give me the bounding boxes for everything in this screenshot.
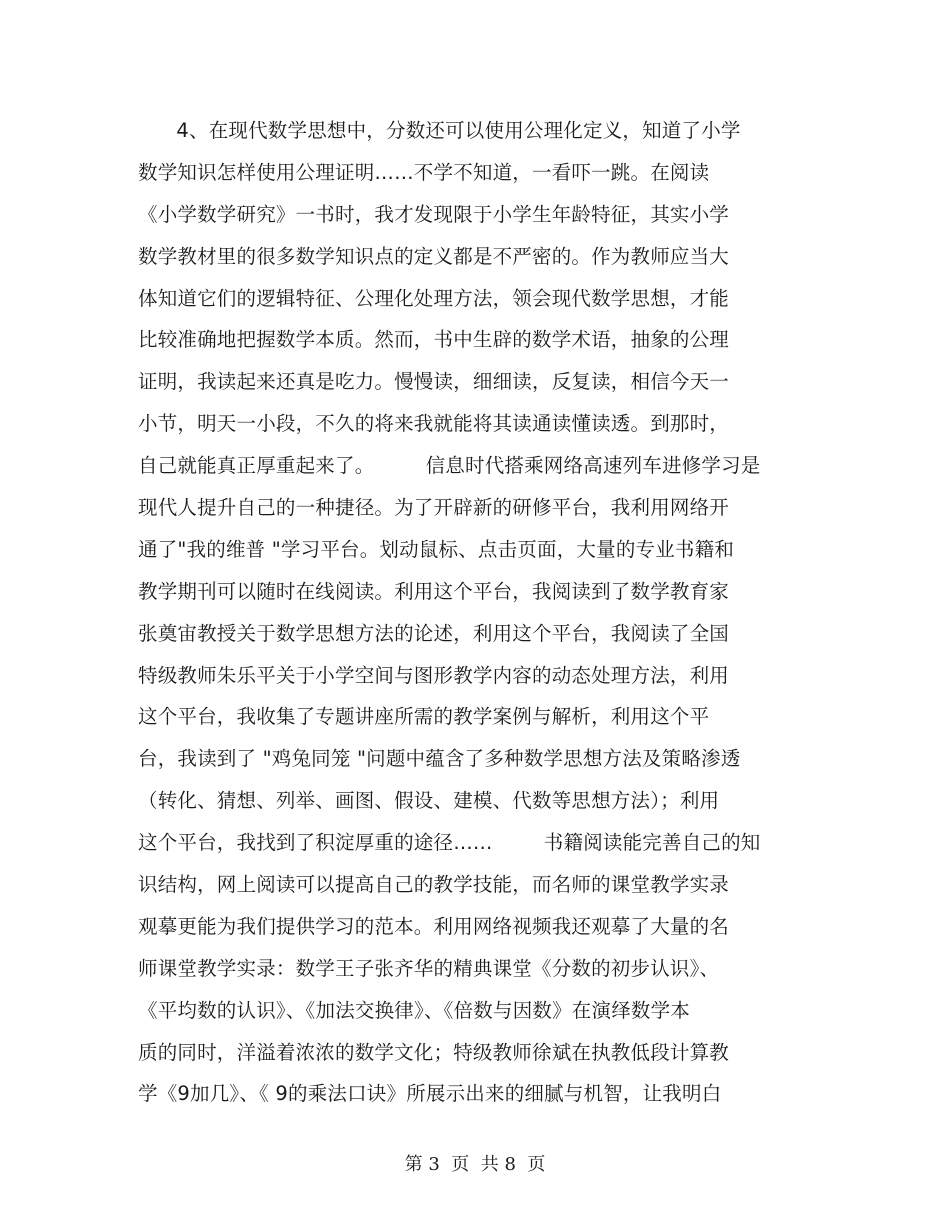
text-line: 教学期刊可以随时在线阅读。利用这个平台，我阅读到了数学教育家 <box>138 579 730 603</box>
text-line: 张奠宙教授关于数学思想方法的论述，利用这个平台，我阅读了全国 <box>138 621 730 645</box>
text-line: 台，我读到了 "鸡兔同笼 "问题中蕴含了多种数学思想方法及策略渗透 <box>138 747 741 771</box>
text-line: 数学知识怎样使用公理证明……不学不知道，一看吓一跳。在阅读 <box>138 160 710 184</box>
text-line: 这个平台，我找到了积淀厚重的途径…… 书籍阅读能完善自己的知 <box>138 831 761 855</box>
text-line: 现代人提升自己的一种捷径。为了开辟新的研修平台，我利用网络开 <box>138 496 730 520</box>
text-line: 《小学数学研究》一书时，我才发现限于小学生年龄特征，其实小学 <box>138 202 730 226</box>
text-line: 师课堂教学实录：数学王子张齐华的精典课堂《分数的初步认识》、 <box>138 956 720 980</box>
text-line: 体知道它们的逻辑特征、公理化处理方法，领会现代数学思想，才能 <box>138 286 730 310</box>
text-line: 数学教材里的很多数学知识点的定义都是不严密的。作为教师应当大 <box>138 244 730 268</box>
text-line: 特级教师朱乐平关于小学空间与图形教学内容的动态处理方法，利用 <box>138 663 730 687</box>
text-line: 自己就能真正厚重起来了。 信息时代搭乘网络高速列车进修学习是 <box>138 454 761 478</box>
text-line: 学《9加几》、《 9的乘法口诀》所展示出来的细腻与机智，让我明白 <box>138 1082 722 1106</box>
text-line: 小节，明天一小段，不久的将来我就能将其读通读懂读透。到那时， <box>138 412 730 436</box>
text-line: （转化、猜想、列举、画图、假设、建模、代数等思想方法）；利用 <box>138 789 720 813</box>
text-line: 识结构，网上阅读可以提高自己的教学技能，而名师的课堂教学实录 <box>138 873 730 897</box>
text-line: 证明，我读起来还真是吃力。慢慢读，细细读，反复读，相信今天一 <box>138 370 730 394</box>
text-line: 这个平台，我收集了专题讲座所需的教学案例与解析，利用这个平 <box>138 705 710 729</box>
text-line: 通了"我的维普 "学习平台。划动鼠标、点击页面，大量的专业书籍和 <box>138 537 735 561</box>
text-line: 观摹更能为我们提供学习的范本。利用网络视频我还观摹了大量的名 <box>138 914 730 938</box>
text-line: 比较准确地把握数学本质。然而，书中生辟的数学术语，抽象的公理 <box>138 328 730 352</box>
body-text <box>138 110 798 1115</box>
text-line: 《平均数的认识》、《加法交换律》、《倍数与因数》在演绎数学本 <box>138 998 691 1022</box>
text-line: 质的同时，洋溢着浓浓的数学文化；特级教师徐斌在执教低段计算教 <box>138 1040 730 1064</box>
page-number-footer: 第 3 页 共 8 页 <box>404 1154 546 1175</box>
text-line: 4、在现代数学思想中，分数还可以使用公理化定义，知道了小学 <box>138 119 741 142</box>
